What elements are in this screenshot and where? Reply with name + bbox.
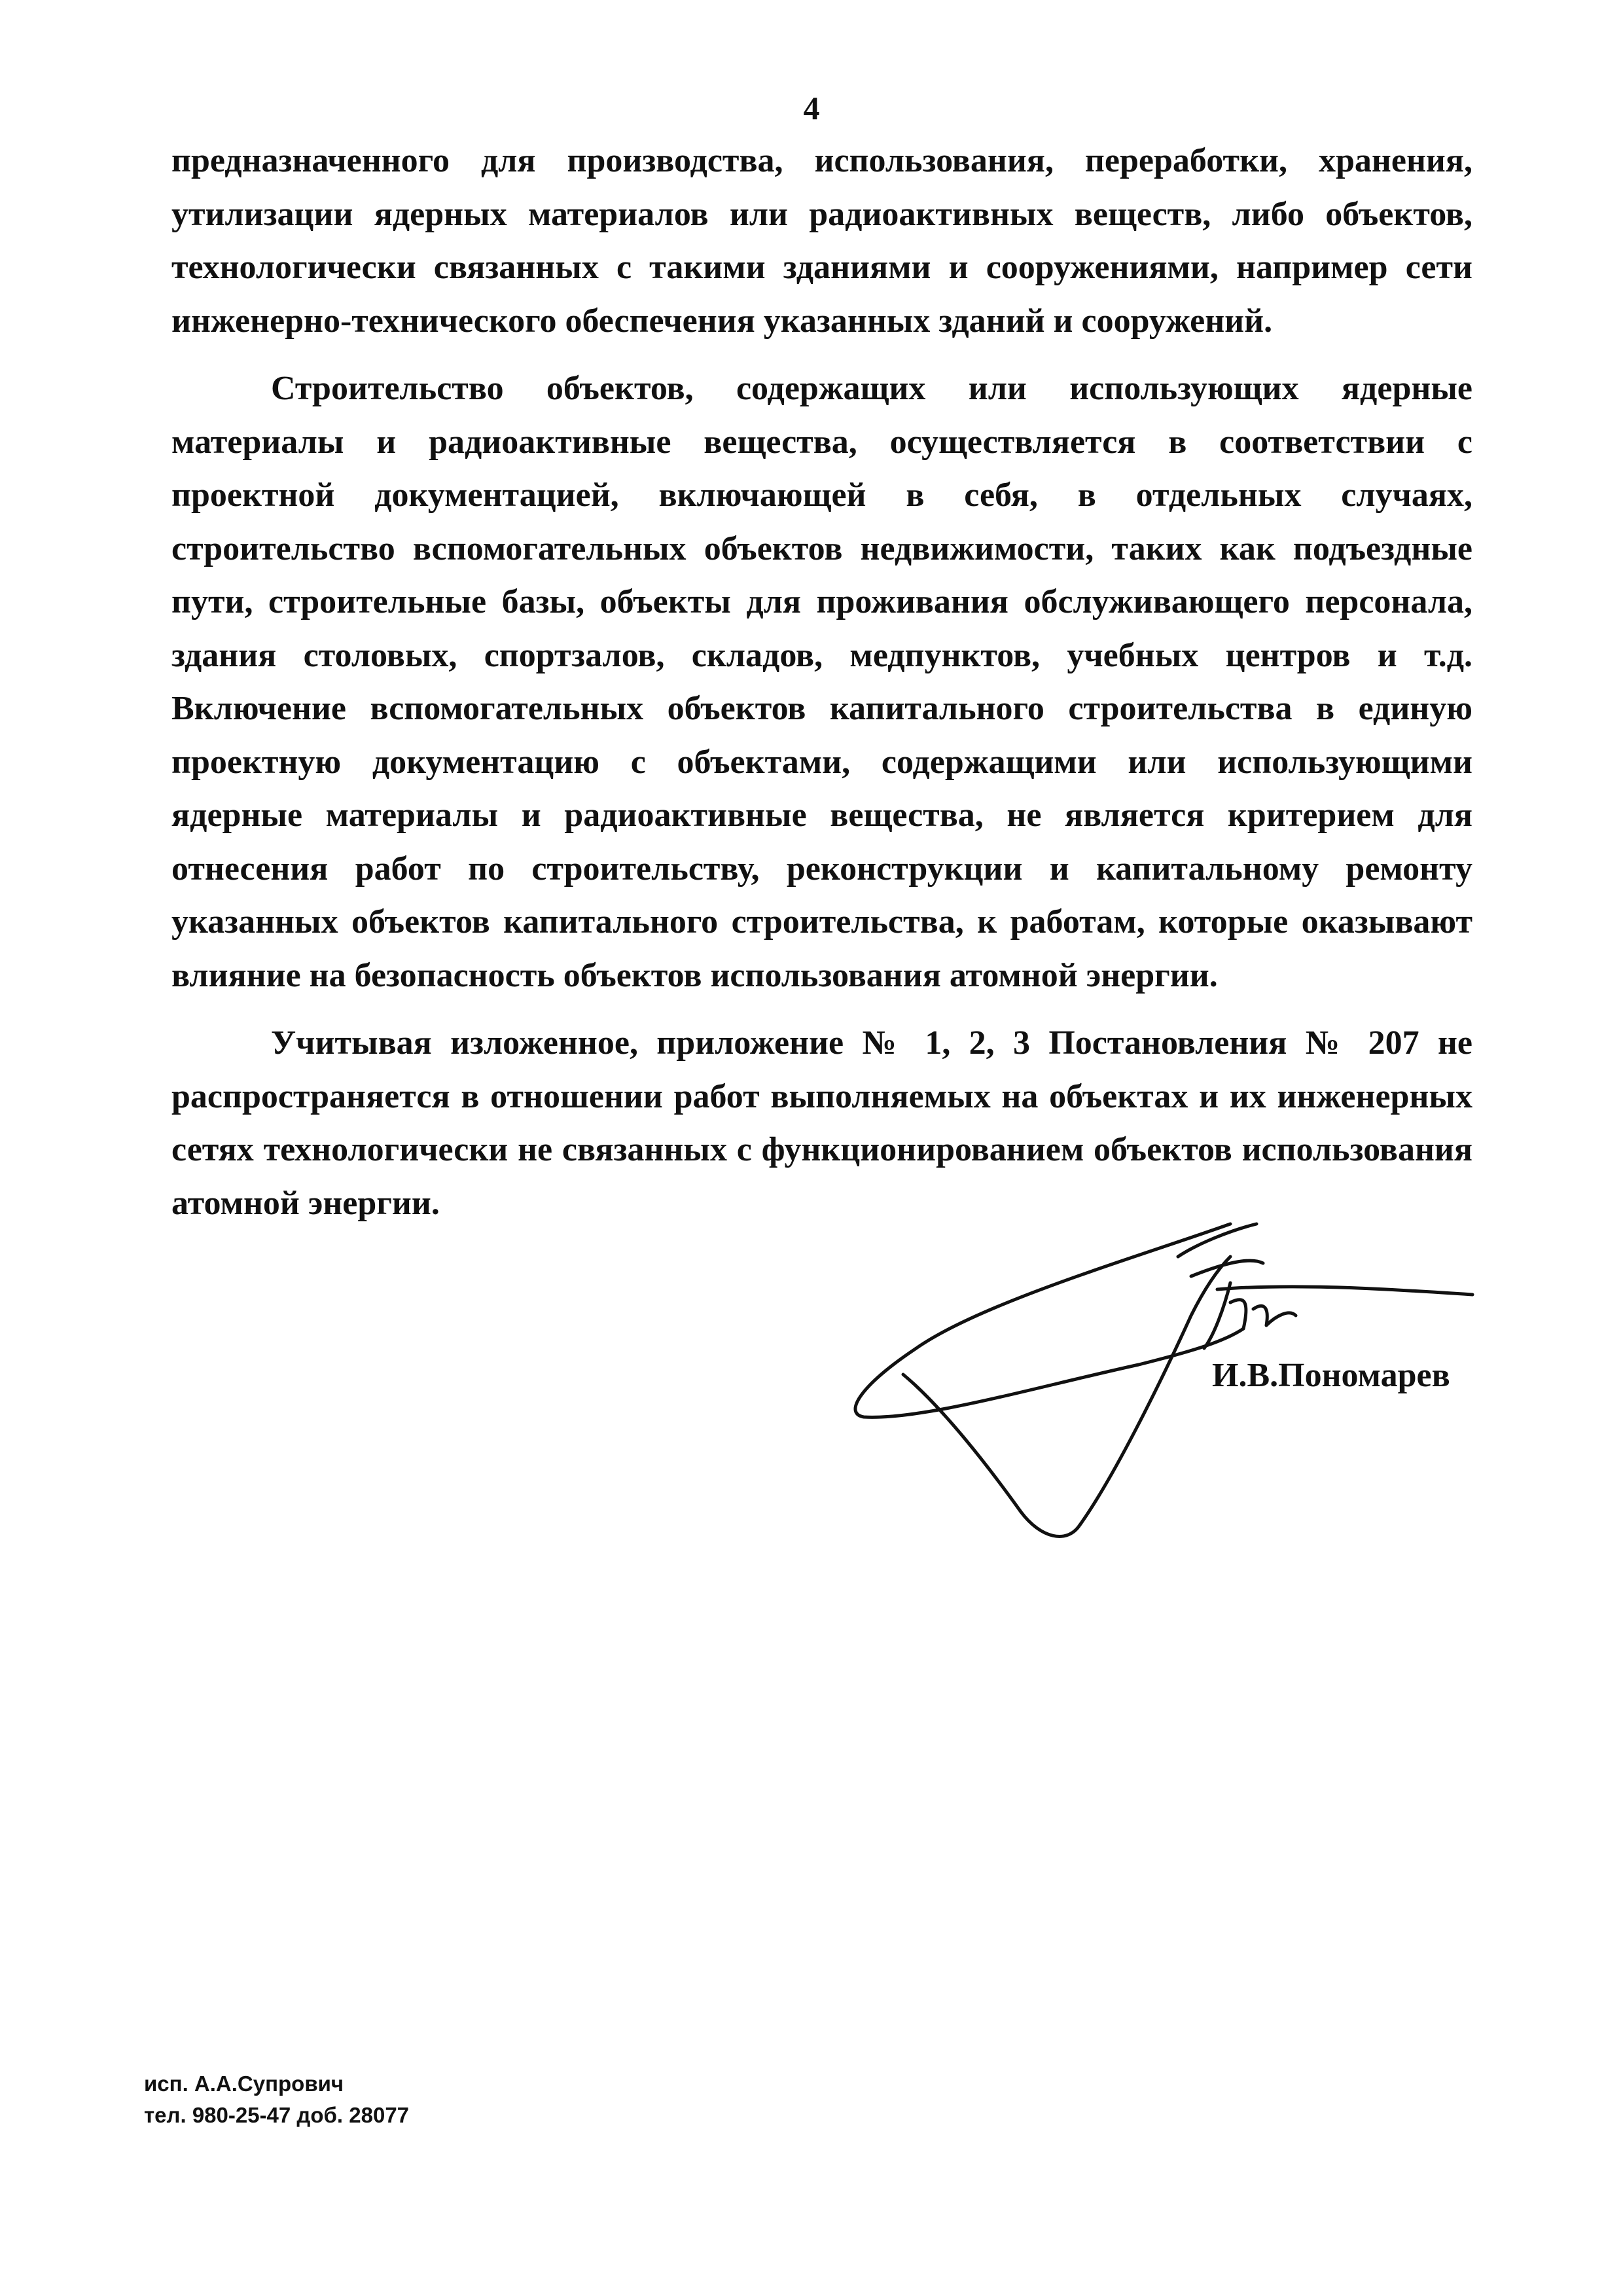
paragraph-construction: Строительство объектов, содержащих или использующих ядерные материалы и радиоактивные вещества, осуществляется в соответствии с проектной документацией, включающей в себя, в отдельных случаях, строительство вспомогательных объектов недвижимости, таких как подъездные пути, строительные базы, объекты для проживания обслуживающего персонала, здания столовых, спортзалов, складов, медпунктов, учебных центров и т.д. Включение вспомогательных объектов капитального строительства в единую проектную документацию с объектами, содержащими или использующими ядерные материалы и радиоактивные вещества, не является критерием для отнесения работ по строительству, реконструкции и капитальному ремонту указанных объектов капитального строительства, к работам, которые оказывают влияние на безопасность объектов использования атомной энергии. <box>171 370 1472 994</box>
executor-info <box>144 2068 409 2131</box>
signer-name: И.В.Пономарев <box>1212 1357 1450 1394</box>
page-number: 4 <box>803 90 820 126</box>
paragraph-continuation: предназначенного для производства, использования, переработки, хранения, утилизации ядерных материалов или радиоактивных веществ, либо объектов, технологически связанных с такими зданиями и сооружениями, например сети инженерно-технического обеспечения указанных зданий и сооружений. <box>171 142 1472 340</box>
document-body <box>171 134 1472 1230</box>
executor-name: исп. А.А.Супрович <box>144 2072 344 2096</box>
executor-phone: тел. 980-25-47 доб. 28077 <box>144 2103 410 2127</box>
paragraph-conclusion: Учитывая изложенное, приложение № 1, 2, 3 Постановления № 207 не распространяется в отношении работ выполняемых на объектах и их инженерных сетях технологически не связанных с функционированием объектов использования атомной энергии. <box>171 1024 1472 1222</box>
